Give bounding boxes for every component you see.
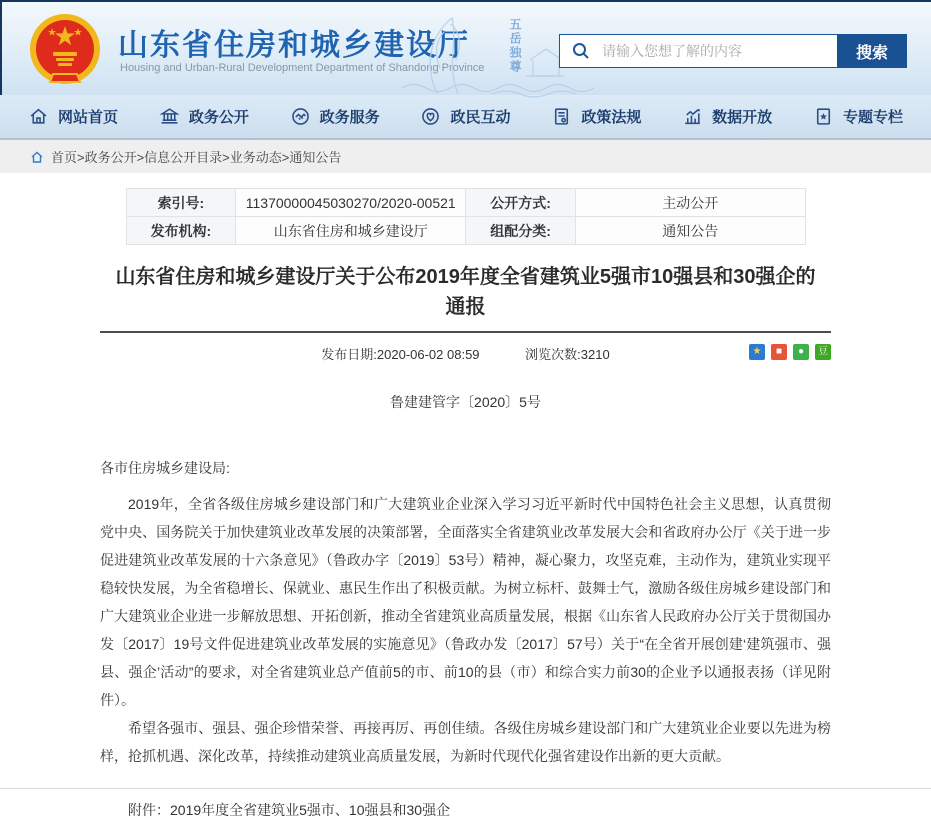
share-bar	[743, 344, 831, 360]
article-meta	[100, 344, 831, 362]
policy-doc-icon	[551, 106, 572, 127]
paragraph: 2019年，全省各级住房城乡建设部门和广大建筑业企业深入学习习近平新时代中国特色社会主义思想，认真贯彻党中央、国务院关于加快建筑业改革发展的决策部署，全面落实全省建筑业改革发展大会和省政府办公厅《关于进一步促进建筑业改革发展的十六条意见》（鲁政办字〔2019〕53号）精神，凝心聚力，攻坚克难，主动作为，建筑业实现平稳较快发展，为全省稳增长、保就业、惠民生作出了积极贡献。为树立标杆、鼓舞士气，激励各级住房城乡建设部门和广大建筑业企业进一步解放思想、开拓创新，推动全省建筑业高质量发展，根据《山东省人民政府办公厅关于贯彻国办发〔2017〕19号文件促进建筑业改革发展的实施意见》（鲁政办发〔2017〕57号）关于“在全省开展创建‘建筑强市、强县、强企’活动”的要求，对全省建筑业总产值前5的市、前10的县（市）和综合实力前30的企业予以通报表扬（详见附件）。	[100, 496, 831, 708]
wechat-share-icon[interactable]	[793, 344, 809, 360]
issuing-agency-value: 山东省住房和城乡建设厅	[236, 217, 466, 245]
document-info-table	[126, 188, 806, 245]
site-header	[0, 0, 931, 95]
category-label: 组配分类:	[466, 217, 576, 245]
disclosure-method-value: 主动公开	[575, 189, 805, 217]
salutation: 各市住房城乡建设局:	[100, 460, 230, 476]
view-count: 浏览次数:3210	[525, 347, 610, 362]
share-glyph: ■	[775, 346, 783, 357]
home-icon	[28, 106, 49, 127]
title-divider	[100, 331, 831, 333]
national-emblem-logo	[28, 12, 102, 90]
chart-icon	[682, 106, 703, 127]
share-glyph: 豆	[818, 346, 828, 357]
site-title: 山东省住房和城乡建设厅	[118, 29, 470, 62]
category-value: 通知公告	[575, 217, 805, 245]
nav-item-label: 政策法规	[581, 109, 642, 126]
nav-item-label: 政民互动	[450, 109, 511, 126]
paragraph: 希望各强市、强县、强企珍惜荣誉、再接再厉、再创佳绩。各级住房城乡建设部门和广大建筑业企业要以先进为榜样，抢抓机遇、深化改革，持续推动建筑业高质量发展，为新时代现代化强省建设作出新的更大贡献。	[100, 720, 831, 764]
heart-icon	[420, 106, 441, 127]
site-subtitle-english: Housing and Urban-Rural Development Department of Shandong Province	[120, 62, 485, 74]
search-icon[interactable]	[560, 41, 602, 61]
nav-item-home[interactable]	[28, 106, 118, 127]
breadcrumb	[0, 140, 931, 173]
nav-item-label: 数据开放	[712, 109, 773, 126]
breadcrumb-home-icon	[30, 150, 44, 164]
nav-item-label: 政务公开	[188, 109, 249, 126]
handshake-icon	[290, 106, 311, 127]
share-glyph: ●	[797, 346, 805, 357]
search-input[interactable]	[602, 35, 837, 67]
issuing-agency-label: 发布机构:	[126, 217, 236, 245]
nav-item-gov-info[interactable]	[159, 106, 249, 127]
search-button[interactable]: 搜索	[837, 34, 907, 68]
document-body	[100, 388, 831, 824]
site-search	[559, 34, 907, 68]
table-row	[126, 189, 805, 217]
index-number-label: 索引号:	[126, 189, 236, 217]
main-nav	[0, 95, 931, 140]
weibo-share-icon[interactable]	[771, 344, 787, 360]
publish-date: 发布日期:2020-06-02 08:59	[321, 347, 480, 362]
index-number-value: 11370000045030270/2020-00521	[236, 189, 466, 217]
document-number: 鲁建建管字〔2020〕5号	[390, 394, 541, 410]
nav-item-public-interaction[interactable]	[420, 106, 510, 127]
star-doc-icon	[813, 106, 834, 127]
nav-item-special-columns[interactable]	[813, 106, 903, 127]
bank-icon	[159, 106, 180, 127]
nav-item-policies[interactable]	[551, 106, 641, 127]
nav-item-open-data[interactable]	[682, 106, 772, 127]
page-title: 山东省住房和城乡建设厅关于公布2019年度全省建筑业5强市10强县和30强企的通报	[115, 266, 816, 318]
seal-calligraphy-text: 五岳独尊	[508, 18, 522, 74]
qzone-share-icon[interactable]	[749, 344, 765, 360]
douban-share-icon[interactable]	[815, 344, 831, 360]
nav-item-label: 网站首页	[58, 109, 119, 126]
nav-item-label: 专题专栏	[842, 109, 903, 126]
nav-item-gov-services[interactable]	[290, 106, 380, 127]
disclosure-method-label: 公开方式:	[466, 189, 576, 217]
article-area	[0, 173, 931, 818]
nav-item-label: 政务服务	[319, 109, 380, 126]
share-glyph: ★	[752, 346, 762, 357]
table-row	[126, 217, 805, 245]
breadcrumb-path[interactable]: 首页>政务公开>信息公开目录>业务动态>通知公告	[51, 150, 342, 165]
attachment-link[interactable]: 附件：2019年度全省建筑业5强市、10强县和30强企	[128, 802, 451, 818]
